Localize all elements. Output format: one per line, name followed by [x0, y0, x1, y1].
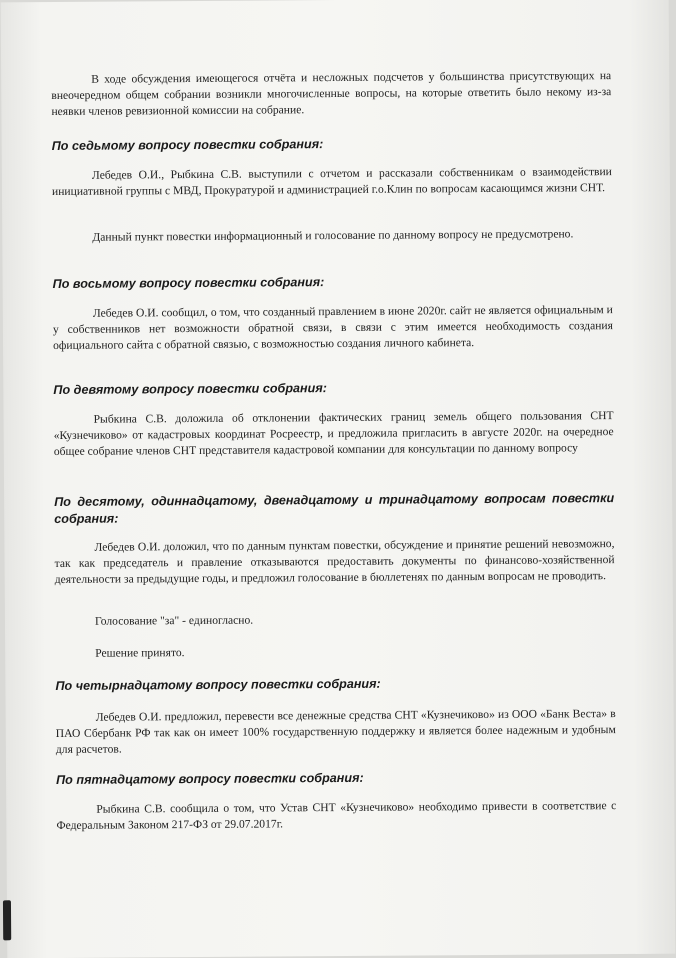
intro-paragraph-block — [51, 68, 611, 121]
decision-result: Решение принято. — [95, 646, 185, 660]
section-10-13-heading: По десятому, одиннадцатому, двенадцатому и тринадцатому вопросам повестки собрания: — [54, 491, 615, 526]
section-9-body — [54, 408, 614, 461]
section-8-heading: По восьмому вопросу повестки собрания: — [52, 275, 325, 291]
section-9-heading: По девятому вопросу повестки собрания: — [53, 381, 327, 397]
section-10-13-paragraph-1: Лебедев О.И. доложил, что по данным пунктам повестки, обсуждение и принятие решений невозможно, так как председатель и правление отказываются предоставить документы по финансово-хозяйственной деятельности за предыдущие годы, и предложил голосование в бюллетенях по данным вопросам не проводить. — [54, 537, 615, 587]
section-7-paragraph-1: Лебедев О.И., Рыбкина С.В. выступили с отчетом и рассказали собственникам о взаимодействии инициативной группы с МВД, Прокуратурой и администрацией г.о.Клин по вопросам касающимся жизни СНТ. — [51, 165, 612, 199]
section-14-heading: По четырнадцатому вопросу повестки собрания: — [55, 676, 381, 693]
section-8-paragraph-1: Лебедев О.И. сообщил, о том, что созданный правлением в июне 2020г. сайт не является официальным и у собственников нет возможности обратной связи, в связи с этим имеется необходимость создания официального сайта с обратной связью, с возможностью создания личного кабинета. — [52, 303, 613, 353]
section-14-paragraph-1: Лебедев О.И. предложил, перевести все денежные средства СНТ «Кузнечиково» из ООО «Банк Веста» в ПАО Сбербанк РФ так как он имеет 100% государственную поддержку и является более надежным и удобным для расчетов. — [55, 707, 616, 757]
intro-paragraph: В ходе обсуждения имеющегося отчёта и несложных подсчетов у большинства присутствующих на внеочередном общем собрании возникли многочисленные вопросы, на которые ответить было некому из-за неявки членов ревизионной комиссии на собрание. — [51, 69, 612, 119]
section-15-paragraph-1: Рыбкина С.В. сообщила о том, что Устав СНТ «Кузнечиково» необходимо привести в соответствие с Федеральным Законом 217-ФЗ от 29.07.2017г. — [56, 799, 617, 833]
section-10-13-decision-block — [55, 642, 615, 662]
section-15-heading: По пятнадцатому вопросу повестки собрания: — [56, 770, 364, 787]
vote-result: Голосование "за" - единогласно. — [94, 613, 254, 628]
section-9-paragraph-1: Рыбкина С.В. доложила об отклонении фактических границ земель общего пользования СНТ «Кузнечиково» от кадастровых координат Росреестр, и предложила пригласить в августе 2020г. на очередное общее собрание членов СНТ представителя кадастровой компании для консультации по данному вопросу — [53, 409, 614, 459]
section-8-body — [53, 302, 613, 355]
section-7-heading: По седьмому вопросу повестки собрания: — [51, 137, 324, 153]
section-7-paragraph-2: Данный пункт повестки информационный и голосование по данному вопросу не предусмотрено. — [92, 227, 574, 244]
section-7-body-2 — [52, 226, 612, 246]
section-14-body — [56, 706, 616, 759]
section-10-13-body — [54, 536, 614, 589]
document-page — [1, 0, 676, 958]
section-7-body — [52, 164, 612, 200]
section-10-13-vote-block — [55, 610, 615, 630]
section-15-body — [56, 798, 616, 834]
scan-edge-mark-left — [3, 900, 11, 940]
